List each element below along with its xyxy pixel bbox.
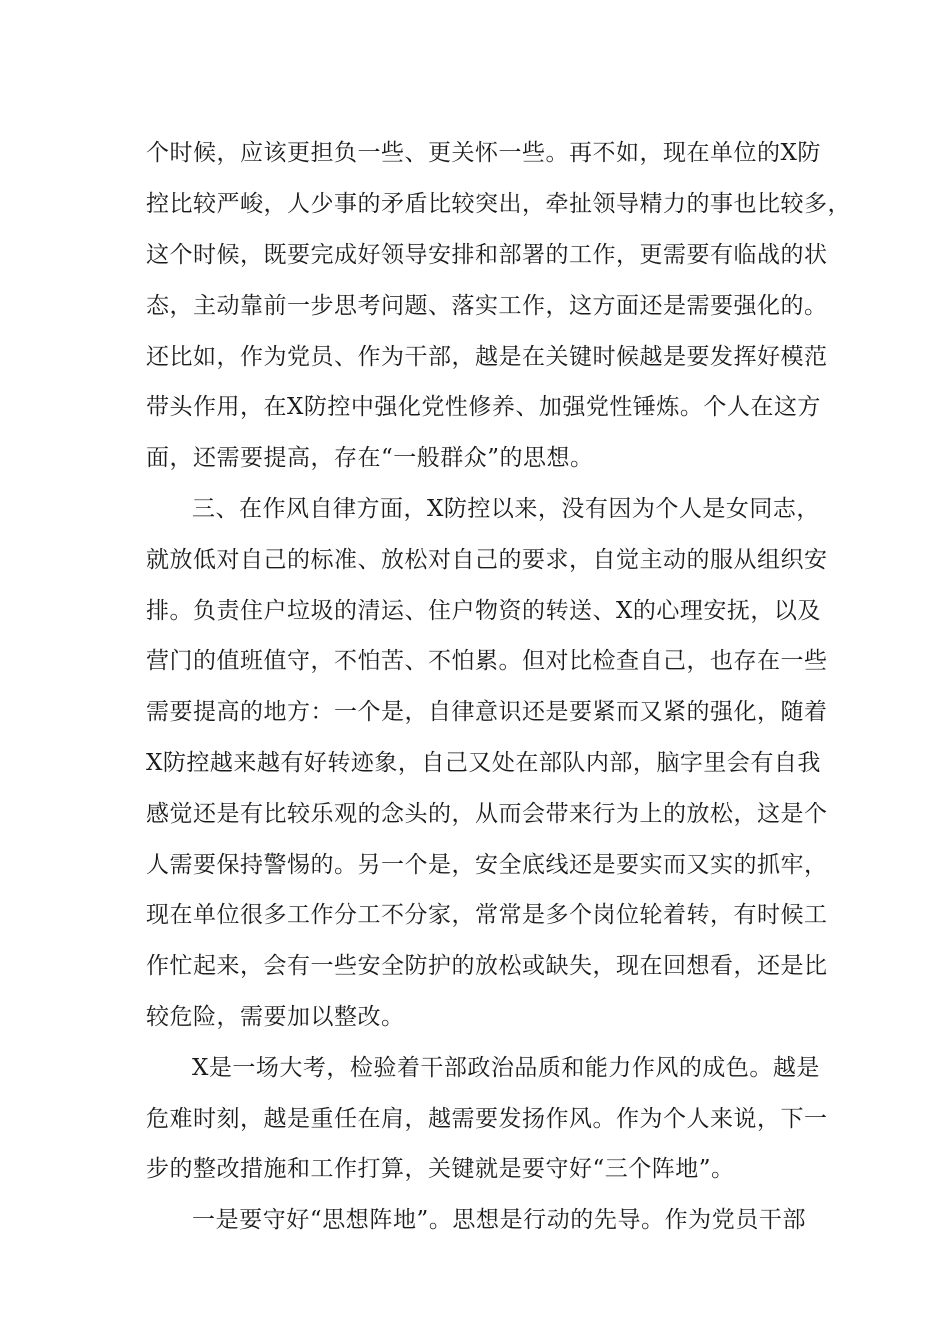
paragraph-first-line: X是一场大考，检验着干部政治品质和能力作风的成色。越是 bbox=[192, 1055, 820, 1081]
body-text-line: 作忙起来，会有一些安全防护的放松或缺失，现在回想看，还是比 bbox=[146, 953, 828, 979]
paragraph-first-line: 三、在作风自律方面，X防控以来，没有因为个人是女同志， bbox=[192, 496, 820, 522]
body-text-line: 需要提高的地方：一个是，自律意识还是要紧而又紧的强化，随着 bbox=[146, 699, 828, 725]
body-text-line: 感觉还是有比较乐观的念头的，从而会带来行为上的放松，这是个 bbox=[146, 801, 828, 827]
body-text-line: 较危险，需要加以整改。 bbox=[146, 1004, 405, 1030]
body-text-line: 控比较严峻，人少事的矛盾比较突出，牵扯领导精力的事也比较多， bbox=[146, 191, 851, 217]
body-text-line: 现在单位很多工作分工不分家，常常是多个岗位轮着转，有时候工 bbox=[146, 902, 828, 928]
body-text-line: 危难时刻，越是重任在肩，越需要发扬作风。作为个人来说，下一 bbox=[146, 1106, 828, 1132]
body-text-line: 排。负责住户垃圾的清运、住户物资的转送、X的心理安抚，以及 bbox=[146, 598, 821, 624]
paragraph-first-line: 一是要守好“思想阵地”。思想是行动的先导。作为党员干部 bbox=[192, 1207, 806, 1233]
body-text-line: X防控越来越有好转迹象，自己又处在部队内部，脑字里会有自我 bbox=[146, 750, 821, 776]
body-text-line: 步的整改措施和工作打算，关键就是要守好“三个阵地”。 bbox=[146, 1156, 735, 1182]
body-text-line: 这个时候，既要完成好领导安排和部署的工作，更需要有临战的状 bbox=[146, 242, 828, 268]
body-text-line: 态，主动靠前一步思考问题、落实工作，这方面还是需要强化的。 bbox=[146, 293, 828, 319]
body-text-line: 带头作用，在X防控中强化党性修养、加强党性锤炼。个人在这方 bbox=[146, 394, 821, 420]
body-text-line: 个时候，应该更担负一些、更关怀一些。再不如，现在单位的X防 bbox=[146, 140, 821, 166]
body-text-line: 营门的值班值守，不怕苦、不怕累。但对比检查自己，也存在一些 bbox=[146, 648, 828, 674]
body-text-line: 还比如，作为党员、作为干部，越是在关键时候越是要发挥好模范 bbox=[146, 344, 828, 370]
body-text-line: 就放低对自己的标准、放松对自己的要求，自觉主动的服从组织安 bbox=[146, 547, 828, 573]
body-text-line: 人需要保持警惕的。另一个是，安全底线还是要实而又实的抓牢， bbox=[146, 852, 828, 878]
body-text-line: 面，还需要提高，存在“一般群众”的思想。 bbox=[146, 445, 594, 471]
